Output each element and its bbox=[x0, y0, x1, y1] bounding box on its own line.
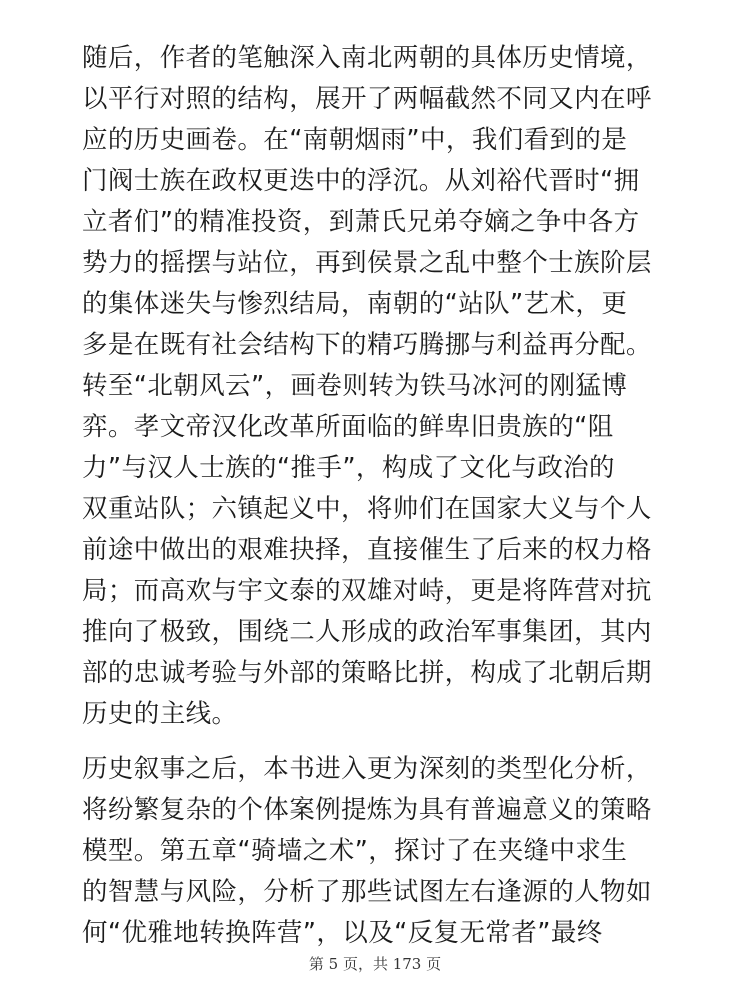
text-line: 部的忠诚考验与外部的策略比拼，构成了北朝后期 bbox=[82, 658, 652, 688]
text-line: 推向了极致，围绕二人形成的政治军事集团，其内 bbox=[82, 617, 652, 647]
text-line: 转至“北朝风云”，画卷则转为铁马冰河的刚猛博 bbox=[82, 371, 628, 401]
text-line: 将纷繁复杂的个体案例提炼为具有普遍意义的策略 bbox=[82, 795, 652, 825]
paragraph-spacer bbox=[82, 735, 682, 749]
text-line: 历史的主线。 bbox=[82, 699, 238, 729]
text-line: 应的历史画卷。在“南朝烟雨”中，我们看到的是 bbox=[82, 125, 628, 155]
text-line: 前途中做出的艰难抉择，直接催生了后来的权力格 bbox=[82, 535, 652, 565]
text-line: 弈。孝文帝汉化改革所面临的鲜卑旧贵族的“阻 bbox=[82, 412, 614, 442]
text-line: 立者们”的精准投资，到萧氏兄弟夺嫡之争中各方 bbox=[82, 207, 640, 237]
text-line: 多是在既有社会结构下的精巧腾挪与利益再分配。 bbox=[82, 330, 652, 360]
text-line: 局；而高欢与宇文泰的双雄对峙，更是将阵营对抗 bbox=[82, 576, 652, 606]
text-line: 历史叙事之后，本书进入更为深刻的类型化分析， bbox=[82, 754, 652, 784]
text-line: 力”与汉人士族的“推手”，构成了文化与政治的 bbox=[82, 453, 615, 483]
paragraph-1 bbox=[82, 38, 682, 735]
text-line: 势力的摇摆与站位，再到侯景之乱中整个士族阶层 bbox=[82, 248, 652, 278]
text-line: 双重站队；六镇起义中，将帅们在国家大义与个人 bbox=[82, 494, 652, 524]
text-line: 随后，作者的笔触深入南北两朝的具体历史情境， bbox=[82, 43, 652, 73]
page-number-footer: 第 5 页，共 173 页 bbox=[308, 955, 442, 973]
text-line: 的集体迷失与惨烈结局，南朝的“站队”艺术，更 bbox=[82, 289, 628, 319]
body-text bbox=[82, 38, 682, 954]
text-line: 以平行对照的结构，展开了两幅截然不同又内在呼 bbox=[82, 84, 652, 114]
text-line: 何“优雅地转换阵营”，以及“反复无常者”最终 bbox=[82, 918, 603, 948]
text-line: 的智慧与风险，分析了那些试图左右逢源的人物如 bbox=[82, 877, 652, 907]
paragraph-2 bbox=[82, 749, 682, 954]
text-line: 模型。第五章“骑墙之术”，探讨了在夹缝中求生 bbox=[82, 836, 628, 866]
text-line: 门阀士族在政权更迭中的浮沉。从刘裕代晋时“拥 bbox=[82, 166, 640, 196]
